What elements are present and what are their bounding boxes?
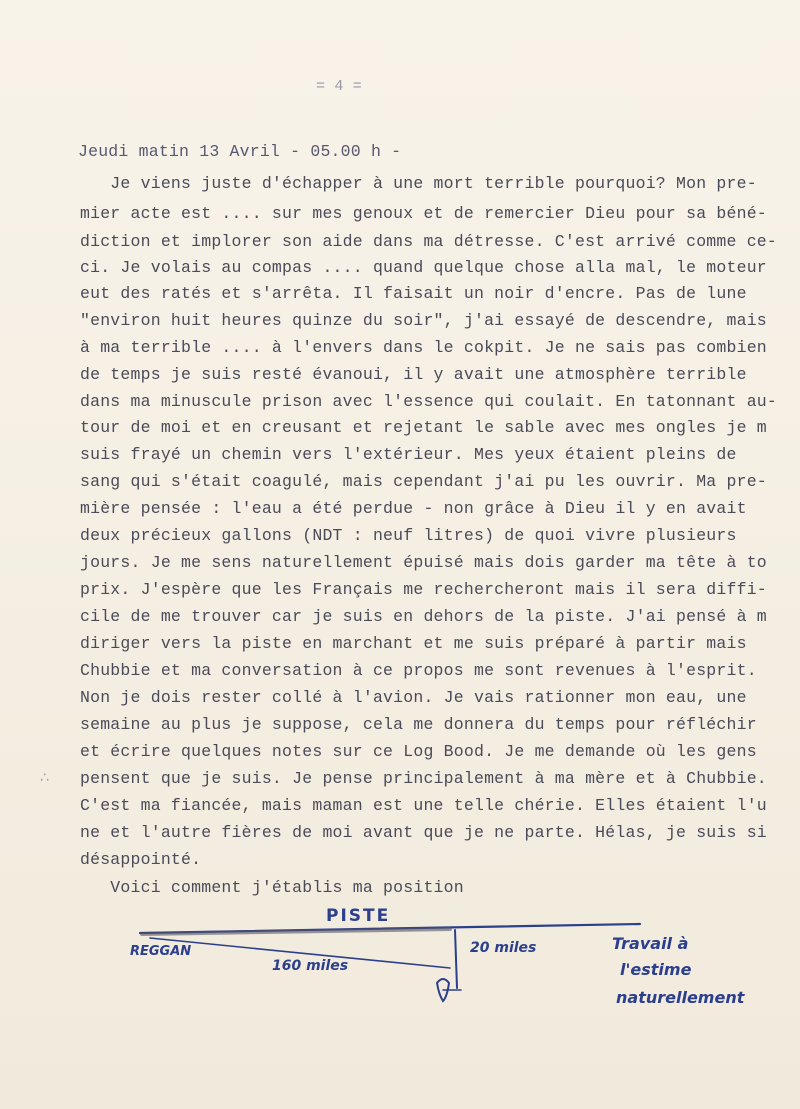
text-line: Non je dois rester collé à l'avion. Je vais rationner mon eau, une bbox=[80, 688, 747, 707]
text-line: à ma terrible .... à l'envers dans le cokpit. Je ne sais pas combien bbox=[80, 338, 767, 357]
text-line: "environ huit heures quinze du soir", j'ai essayé de descendre, mais bbox=[80, 311, 767, 330]
text-line: et écrire quelques notes sur ce Log Bood. Je me demande où les gens bbox=[80, 742, 757, 761]
note-line: Travail à bbox=[612, 934, 689, 953]
text-line: ci. Je volais au compas .... quand quelque chose alla mal, le moteur bbox=[80, 258, 767, 277]
text-line: eut des ratés et s'arrêta. Il faisait un noir d'encre. Pas de lune bbox=[80, 284, 747, 303]
text-line: dans ma minuscule prison avec l'essence qui coulait. En tatonnant au- bbox=[80, 392, 778, 411]
text-line: suis frayé un chemin vers l'extérieur. Mes yeux étaient pleins de bbox=[80, 445, 737, 464]
text-line: mière pensée : l'eau a été perdue - non grâce à Dieu il y en avait bbox=[80, 499, 747, 518]
piste-track bbox=[142, 929, 450, 934]
text-line: pensent que je suis. Je pense principalement à ma mère et à Chubbie. bbox=[80, 769, 767, 788]
page-number: = 4 = bbox=[316, 78, 363, 95]
distance-160-label: 160 miles bbox=[272, 958, 349, 974]
text-line: diriger vers la piste en marchant et me suis préparé à partir mais bbox=[80, 634, 747, 653]
margin-marks: ∴ bbox=[40, 770, 49, 786]
piste-label: PISTE bbox=[326, 906, 391, 926]
text-line: Voici comment j'établis ma position bbox=[80, 878, 464, 897]
note-line: l'estime bbox=[620, 960, 692, 979]
text-line: prix. J'espère que les Français me rechercheront mais il sera diffi- bbox=[80, 580, 767, 599]
text-line: C'est ma fiancée, mais maman est une telle chérie. Elles étaient l'u bbox=[80, 796, 767, 815]
text-line: semaine au plus je suppose, cela me donnera du temps pour réfléchir bbox=[80, 715, 757, 734]
text-line: désappointé. bbox=[80, 850, 202, 869]
entry-heading: Jeudi matin 13 Avril - 05.00 h - bbox=[78, 142, 402, 161]
distance-line bbox=[455, 930, 457, 988]
text-line: de temps je suis resté évanoui, il y avait une atmosphère terrible bbox=[80, 365, 747, 384]
distance-20-label: 20 miles bbox=[470, 940, 537, 956]
text-line: Chubbie et ma conversation à ce propos me sont revenues à l'esprit. bbox=[80, 661, 757, 680]
text-line: sang qui s'était coagulé, mais cependant j'ai pu les ouvrir. Ma pre- bbox=[80, 472, 767, 491]
text-line: Je viens juste d'échapper à une mort terrible pourquoi? Mon pre- bbox=[80, 174, 757, 193]
text-line: cile de me trouver car je suis en dehors de la piste. J'ai pensé à m bbox=[80, 607, 767, 626]
note-line: naturellement bbox=[616, 988, 745, 1007]
reggan-label: REGGAN bbox=[130, 944, 192, 959]
text-line: mier acte est .... sur mes genoux et de remercier Dieu pour sa béné- bbox=[80, 204, 767, 223]
text-line: jours. Je me sens naturellement épuisé mais dois garder ma tête à to bbox=[80, 553, 767, 572]
text-line: ne et l'autre fières de moi avant que je ne parte. Hélas, je suis si bbox=[80, 823, 767, 842]
text-line: deux précieux gallons (NDT : neuf litres) de quoi vivre plusieurs bbox=[80, 526, 737, 545]
text-line: tour de moi et en creusant et rejetant le sable avec mes ongles je m bbox=[80, 418, 767, 437]
text-line: diction et implorer son aide dans ma détresse. C'est arrivé comme ce- bbox=[80, 232, 778, 251]
